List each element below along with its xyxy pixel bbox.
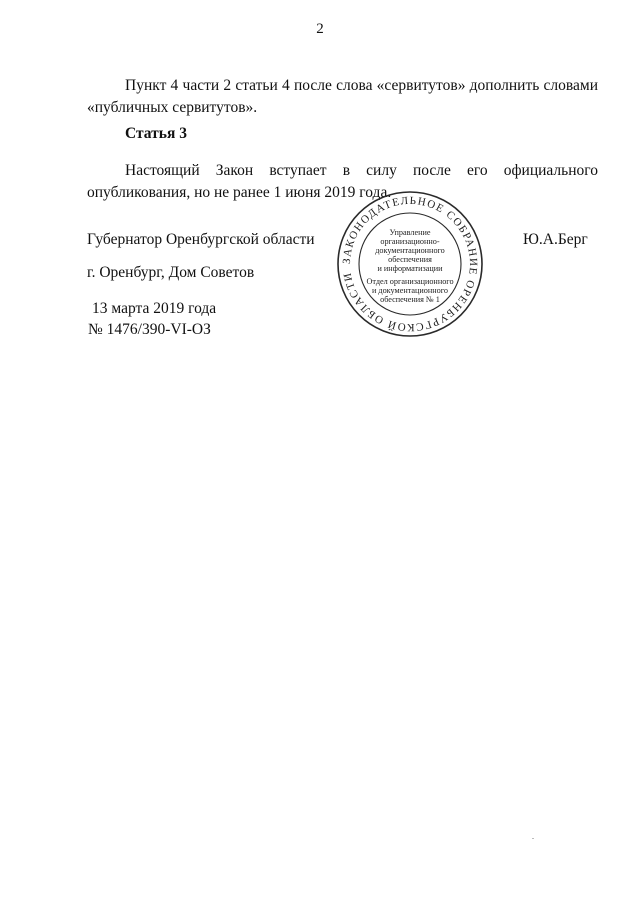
signing-place: г. Оренбург, Дом Советов [87, 264, 255, 281]
seal-line-4: обеспечения [388, 255, 432, 264]
signing-date: 13 марта 2019 года [92, 300, 217, 317]
article-heading: Статья 3 [125, 125, 187, 142]
governor-title: Губернатор Оренбургской области [87, 231, 315, 248]
seal-line-7: и документационного [371, 286, 449, 295]
seal-line-2: организационно- [380, 237, 440, 246]
seal-line-6: Отдел организационного [366, 277, 454, 286]
governor-name: Ю.А.Берг [523, 231, 588, 248]
seal-line-3: документационного [375, 246, 445, 255]
page-number: 2 [316, 21, 324, 37]
seal-graphic [336, 190, 484, 338]
scan-speck [532, 838, 534, 839]
seal-ring-textpath: ЗАКОНОДАТЕЛЬНОЕ СОБРАНИЕ ОРЕНБУРГСКОЙ ОБЛАСТИ [340, 194, 480, 334]
seal-line-5: и информатизации [377, 264, 443, 273]
seal-line-8: обеспечения № 1 [380, 295, 440, 304]
official-seal [336, 190, 484, 338]
effective-date-paragraph: Настоящий Закон вступает в силу после его официального опубликования, но не ранее 1 июня 2019 года. [87, 162, 598, 201]
law-number: № 1476/390-VI-ОЗ [88, 321, 211, 338]
amendment-paragraph: Пункт 4 части 2 статьи 4 после слова «сервитутов» дополнить словами «публичных сервитутов». [87, 77, 598, 116]
seal-line-1: Управление [389, 228, 431, 237]
